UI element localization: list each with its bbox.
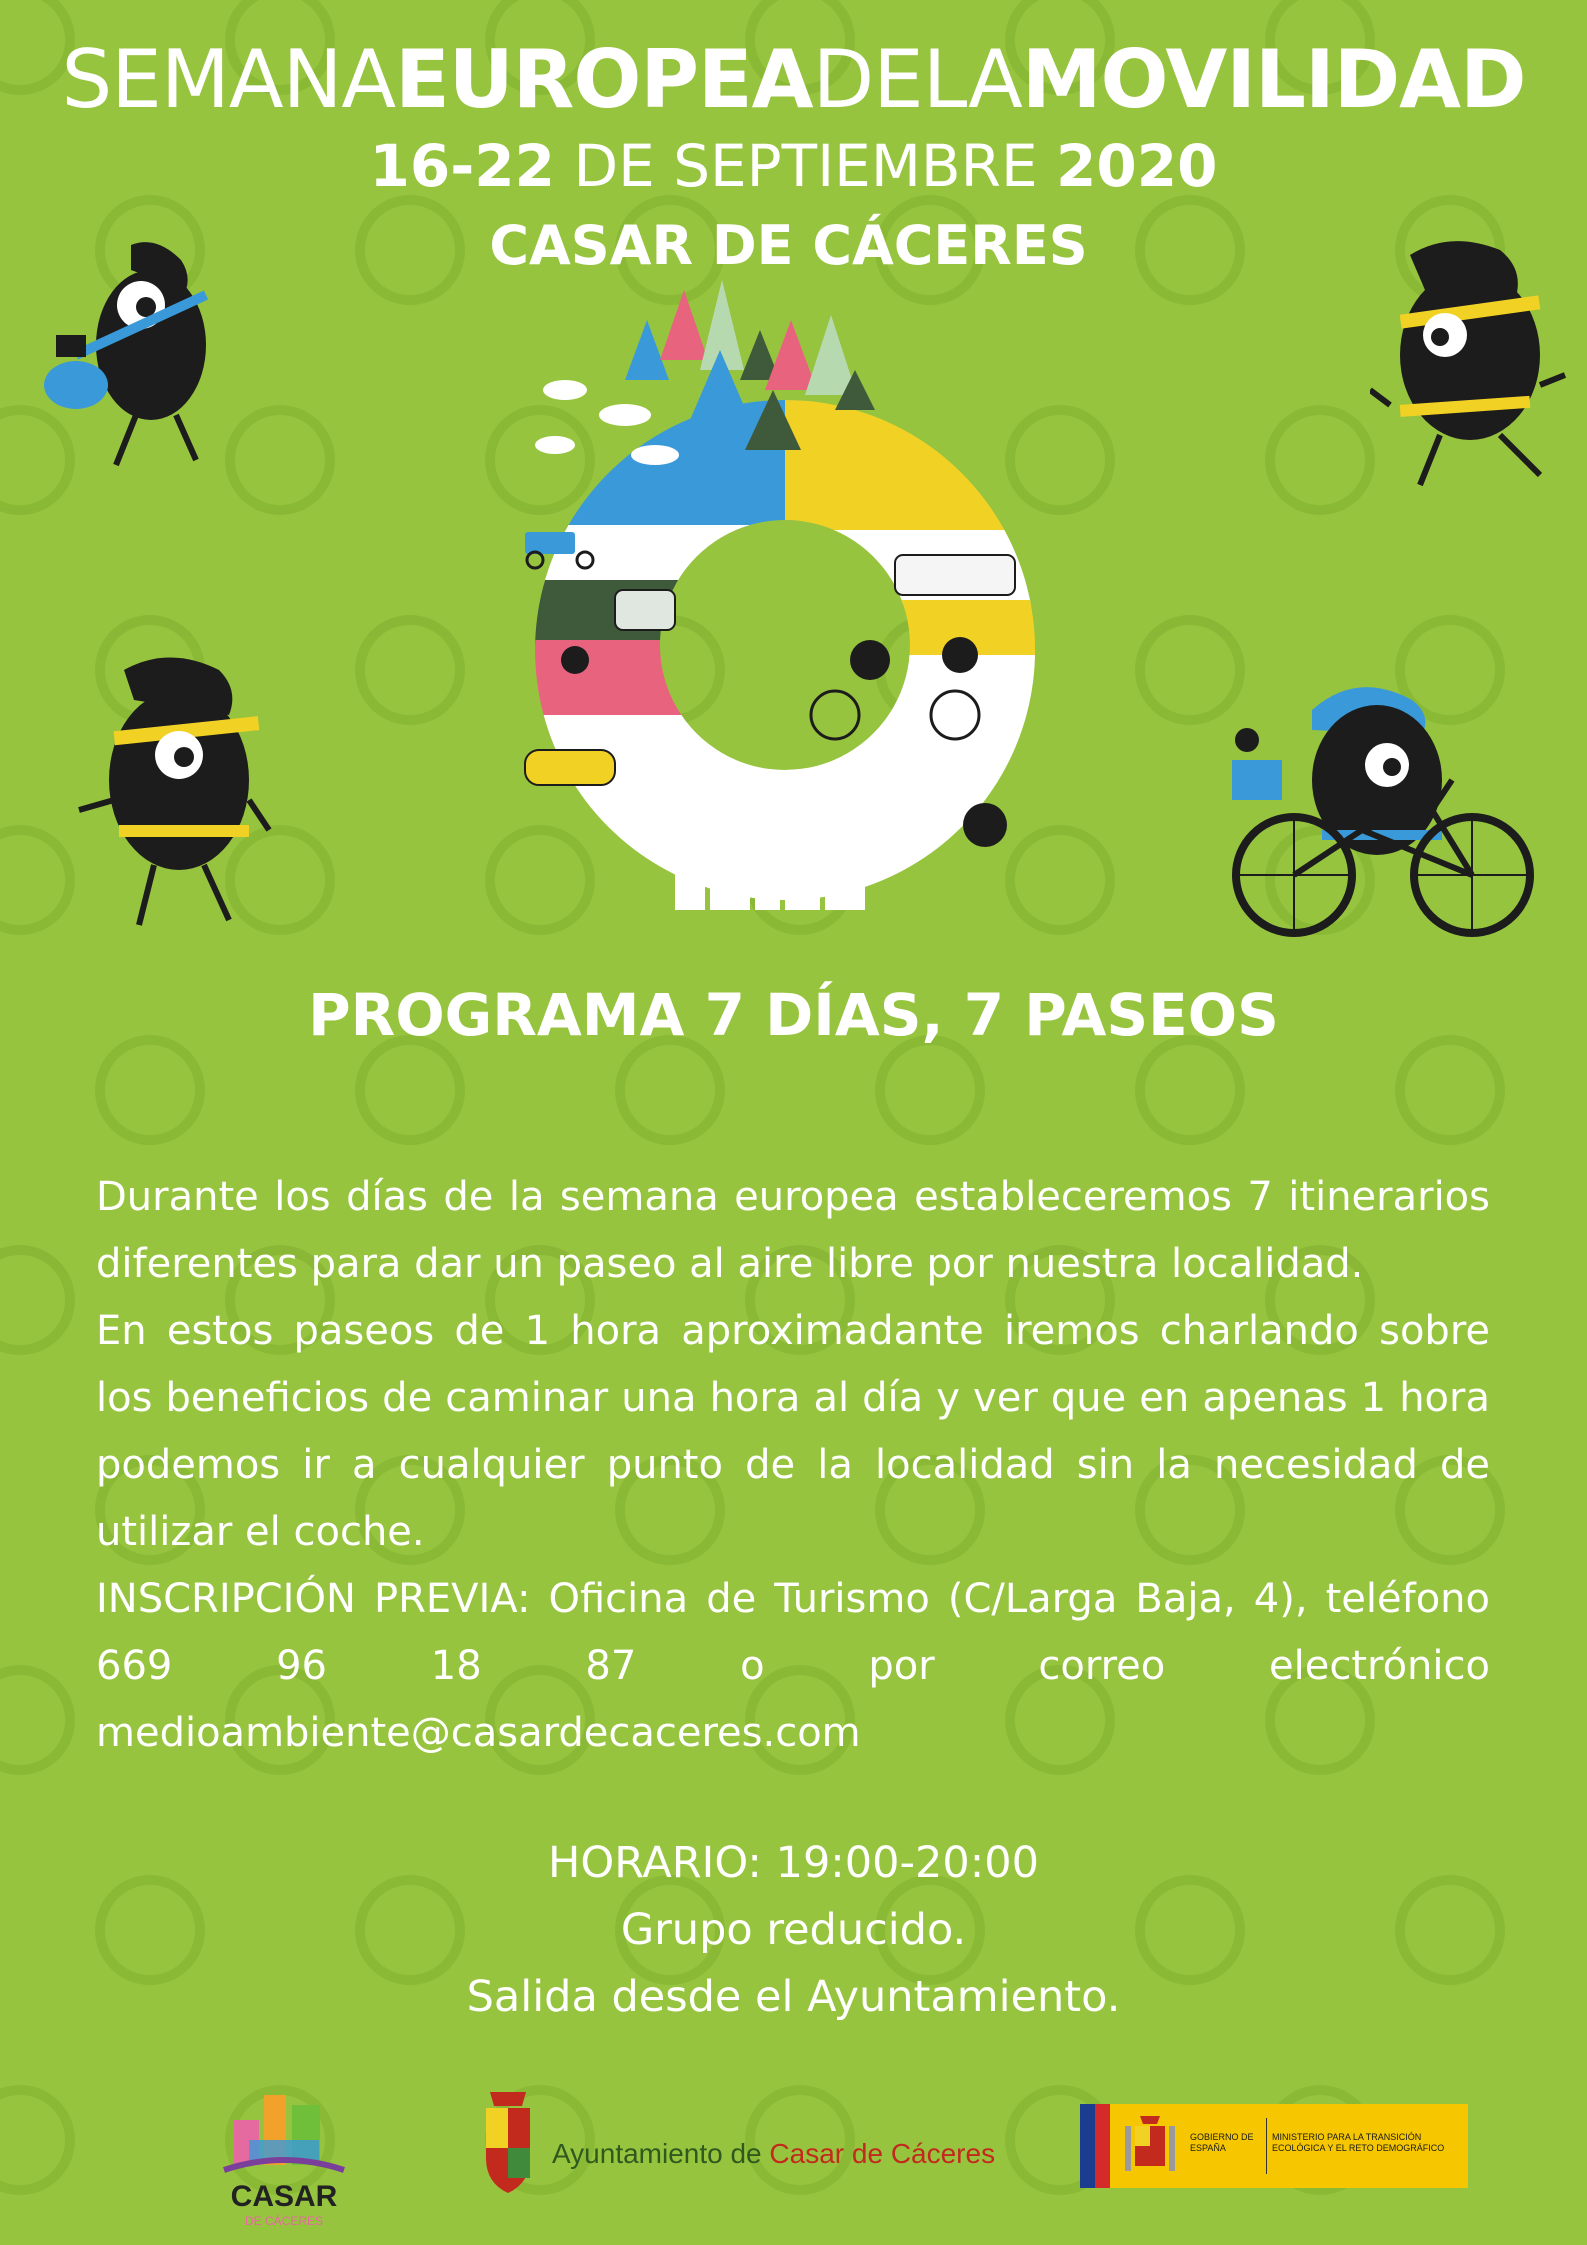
background-ring <box>1140 1040 1240 1140</box>
program-title: PROGRAMA 7 DÍAS, 7 PASEOS <box>308 981 1279 1049</box>
mascot-cyclist-icon <box>1232 670 1542 940</box>
ayuntamiento-prefix: Ayuntamiento de <box>552 2138 762 2169</box>
mascot-runner-icon <box>1370 235 1570 515</box>
background-ring <box>360 620 460 720</box>
gobierno-label: GOBIERNO DE ESPAÑA <box>1190 2132 1254 2153</box>
gobierno-logo <box>1080 2104 1468 2188</box>
ministry-label: MINISTERIO PARA LA TRANSICIÓN ECOLÓGICA Y EL RETO DEMOGRÁFICO <box>1272 2132 1445 2153</box>
mobility-wheel-illustration <box>505 270 1065 910</box>
schedule-group: Grupo reducido. <box>620 1905 967 1955</box>
ayuntamiento-logo <box>476 2088 1006 2198</box>
title-word-movilidad: MOVILIDAD <box>1021 33 1526 126</box>
background-ring <box>0 1670 70 1770</box>
casar-logo-icon <box>214 2080 354 2180</box>
background-ring <box>880 1040 980 1140</box>
date-month: DE SEPTIEMBRE <box>573 132 1038 200</box>
paragraph-intro: Durante los días de la semana europea estableceremos 7 itinerarios diferentes para dar un paseo al aire libre por nuestra localidad. <box>96 1174 1490 1287</box>
background-ring <box>360 1040 460 1140</box>
background-ring <box>100 1040 200 1140</box>
schedule-hours: HORARIO: 19:00-20:00 <box>548 1838 1039 1888</box>
mascot-runner-icon-left <box>74 650 274 940</box>
background-ring <box>620 1040 720 1140</box>
background-ring <box>1400 1040 1500 1140</box>
body-text <box>96 1164 1490 1767</box>
schedule-departure: Salida desde el Ayuntamiento. <box>466 1972 1121 2022</box>
background-ring <box>1270 410 1370 510</box>
schedule-info <box>0 1830 1587 2031</box>
gobierno-divider <box>1266 2118 1267 2174</box>
mascot-camera-icon <box>36 235 236 475</box>
paragraph-description: En estos paseos de 1 hora aproximadante iremos charlando sobre los beneficios de caminar una hora al día y ver que en apenas 1 hora podemos ir a cualquier punto de la localidad sin la necesidad de utilizar el coche. <box>96 1308 1490 1555</box>
sponsor-logos <box>0 2080 1587 2230</box>
date-year: 2020 <box>1056 132 1218 200</box>
title-word-semana: SEMANA <box>61 33 396 126</box>
spain-coat-of-arms-icon <box>1120 2111 1180 2181</box>
ayuntamiento-place: Casar de Cáceres <box>769 2138 996 2169</box>
date-range: 16-22 <box>369 132 556 200</box>
eu-spain-flag-icon <box>1080 2104 1110 2188</box>
event-title <box>0 30 1587 130</box>
casar-logo-name: CASAR <box>230 2180 338 2213</box>
header <box>0 30 1587 286</box>
casar-logo-subtitle: DE CÁCERES <box>244 2214 324 2228</box>
event-dates <box>0 126 1587 206</box>
title-word-europea: EUROPEA <box>395 33 813 126</box>
title-word-dela: DELA <box>812 33 1022 126</box>
casar-logo <box>214 2080 354 2230</box>
event-town: CASAR DE CÁCERES <box>489 214 1088 277</box>
coat-of-arms-icon <box>476 2088 540 2198</box>
ayuntamiento-name <box>552 2138 995 2170</box>
paragraph-registration: INSCRIPCIÓN PREVIA: Oficina de Turismo (C/Larga Baja, 4), teléfono 669 96 18 87 o por correo electrónico medioambiente@casardecaceres.com <box>96 1576 1490 1756</box>
background-ring <box>230 410 330 510</box>
background-ring <box>0 1250 70 1350</box>
background-ring <box>0 830 70 930</box>
background-ring <box>1140 620 1240 720</box>
